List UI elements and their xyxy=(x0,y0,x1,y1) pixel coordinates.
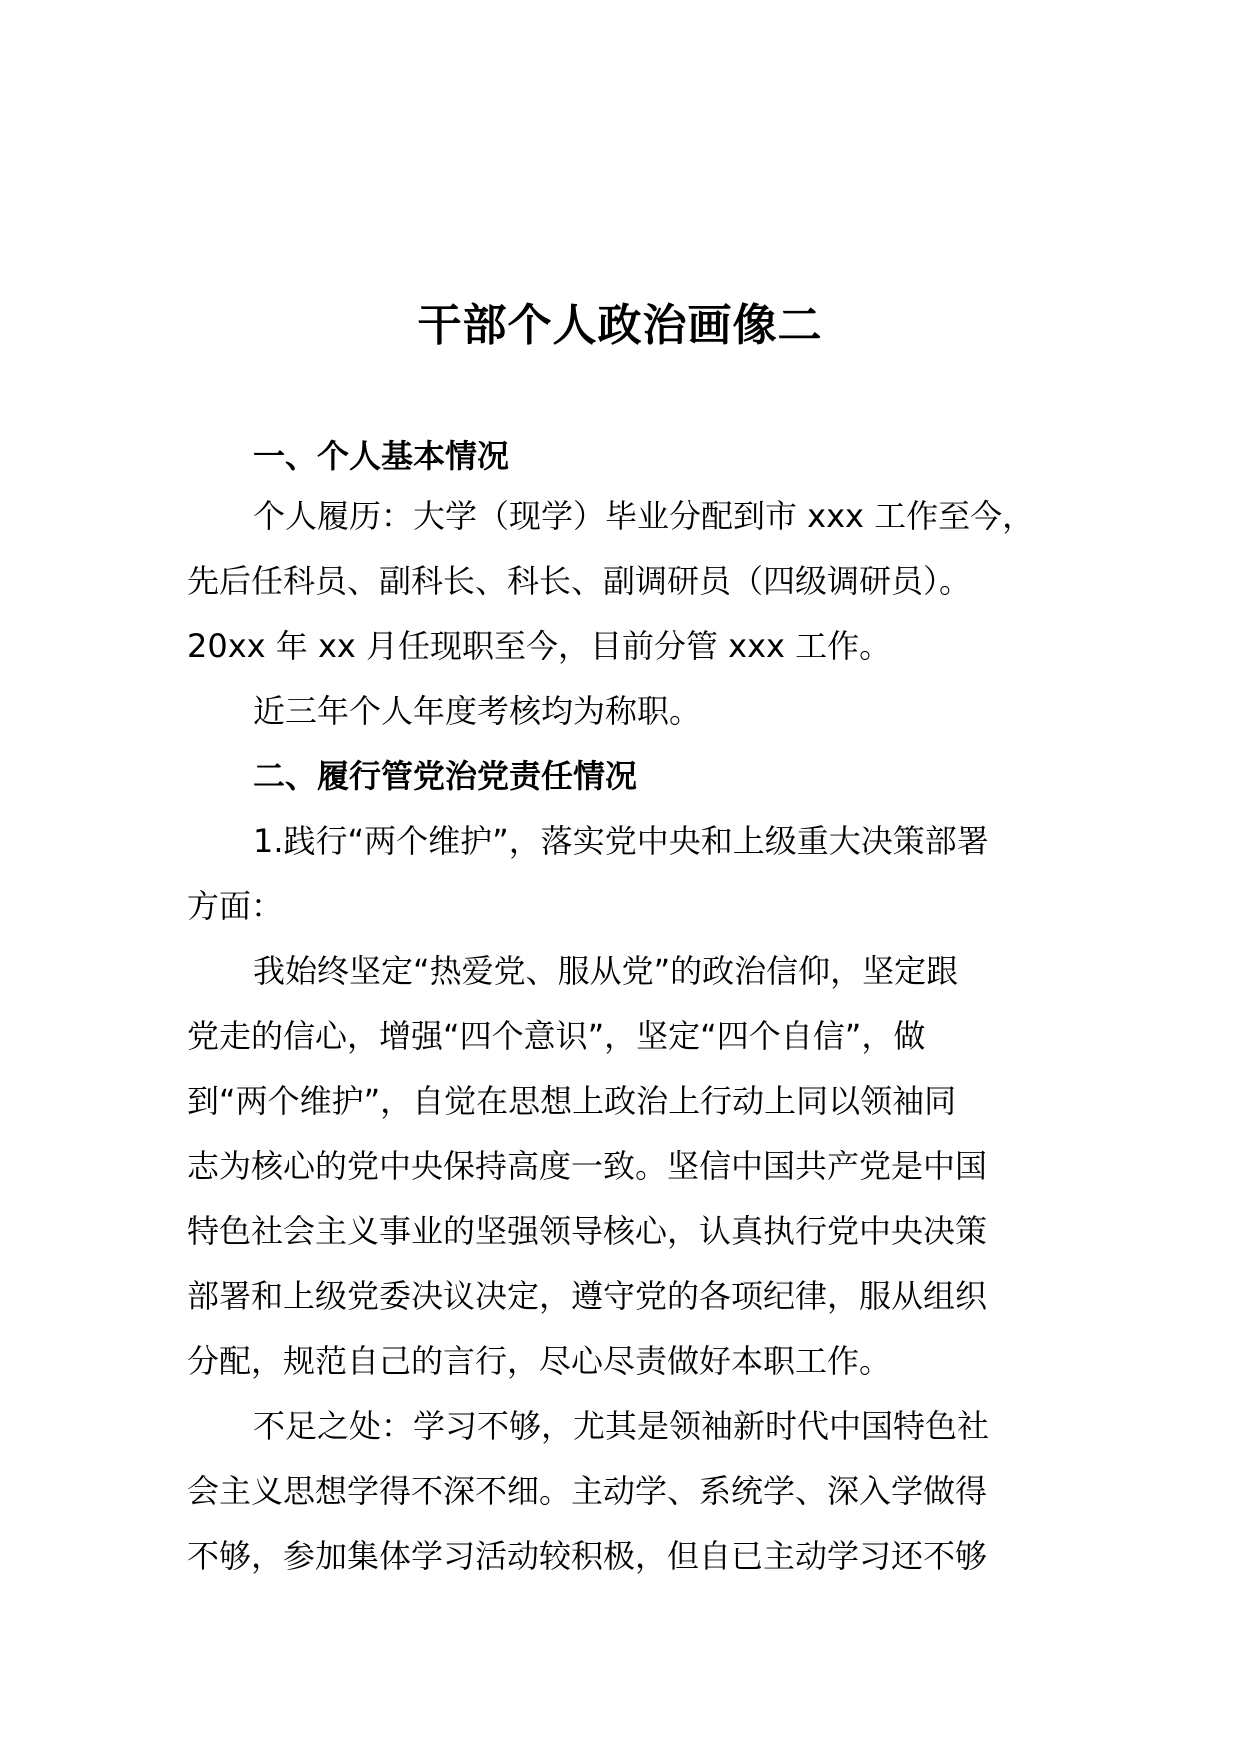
paragraph-line: 分配，规范自己的言行，尽心尽责做好本职工作。 xyxy=(187,1342,892,1380)
paragraph-line: 到“两个维护”，自觉在思想上政治上行动上同以领袖同 xyxy=(187,1082,957,1120)
paragraph-line: 方面： xyxy=(187,887,284,925)
paragraph-line: 1.践行“两个维护”，落实党中央和上级重大决策部署 xyxy=(253,822,989,860)
paragraph-line: 会主义思想学得不深不细。主动学、系统学、深入学做得 xyxy=(187,1472,988,1510)
paragraph-line: 不够，参加集体学习活动较积极，但自已主动学习还不够 xyxy=(187,1537,988,1575)
paragraph-line: 部署和上级党委决议决定，遵守党的各项纪律，服从组织 xyxy=(187,1277,988,1315)
paragraph-line: 先后任科员、副科长、科长、副调研员（四级调研员）。 xyxy=(187,562,972,600)
paragraph-line: 个人履历：大学（现学）毕业分配到市 xxx 工作至今， xyxy=(253,497,1035,535)
paragraph-line: 特色社会主义事业的坚强领导核心，认真执行党中央决策 xyxy=(187,1212,988,1250)
paragraph-line: 不足之处：学习不够，尤其是领袖新时代中国特色社 xyxy=(253,1407,990,1445)
paragraph-line: 近三年个人年度考核均为称职。 xyxy=(253,692,702,730)
section-heading-basic-info: 一、个人基本情况 xyxy=(253,437,510,475)
document-title: 干部个人政治画像二 xyxy=(417,300,823,351)
paragraph-line: 我始终坚定“热爱党、服从党”的政治信仰，坚定跟 xyxy=(253,952,959,990)
paragraph-line: 志为核心的党中央保持高度一致。坚信中国共产党是中国 xyxy=(187,1147,988,1185)
paragraph-line: 20xx 年 xx 月任现职至今，目前分管 xxx 工作。 xyxy=(187,627,892,665)
section-heading-responsibility: 二、履行管党治党责任情况 xyxy=(253,757,638,795)
paragraph-line: 党走的信心，增强“四个意识”，坚定“四个自信”，做 xyxy=(187,1017,926,1055)
